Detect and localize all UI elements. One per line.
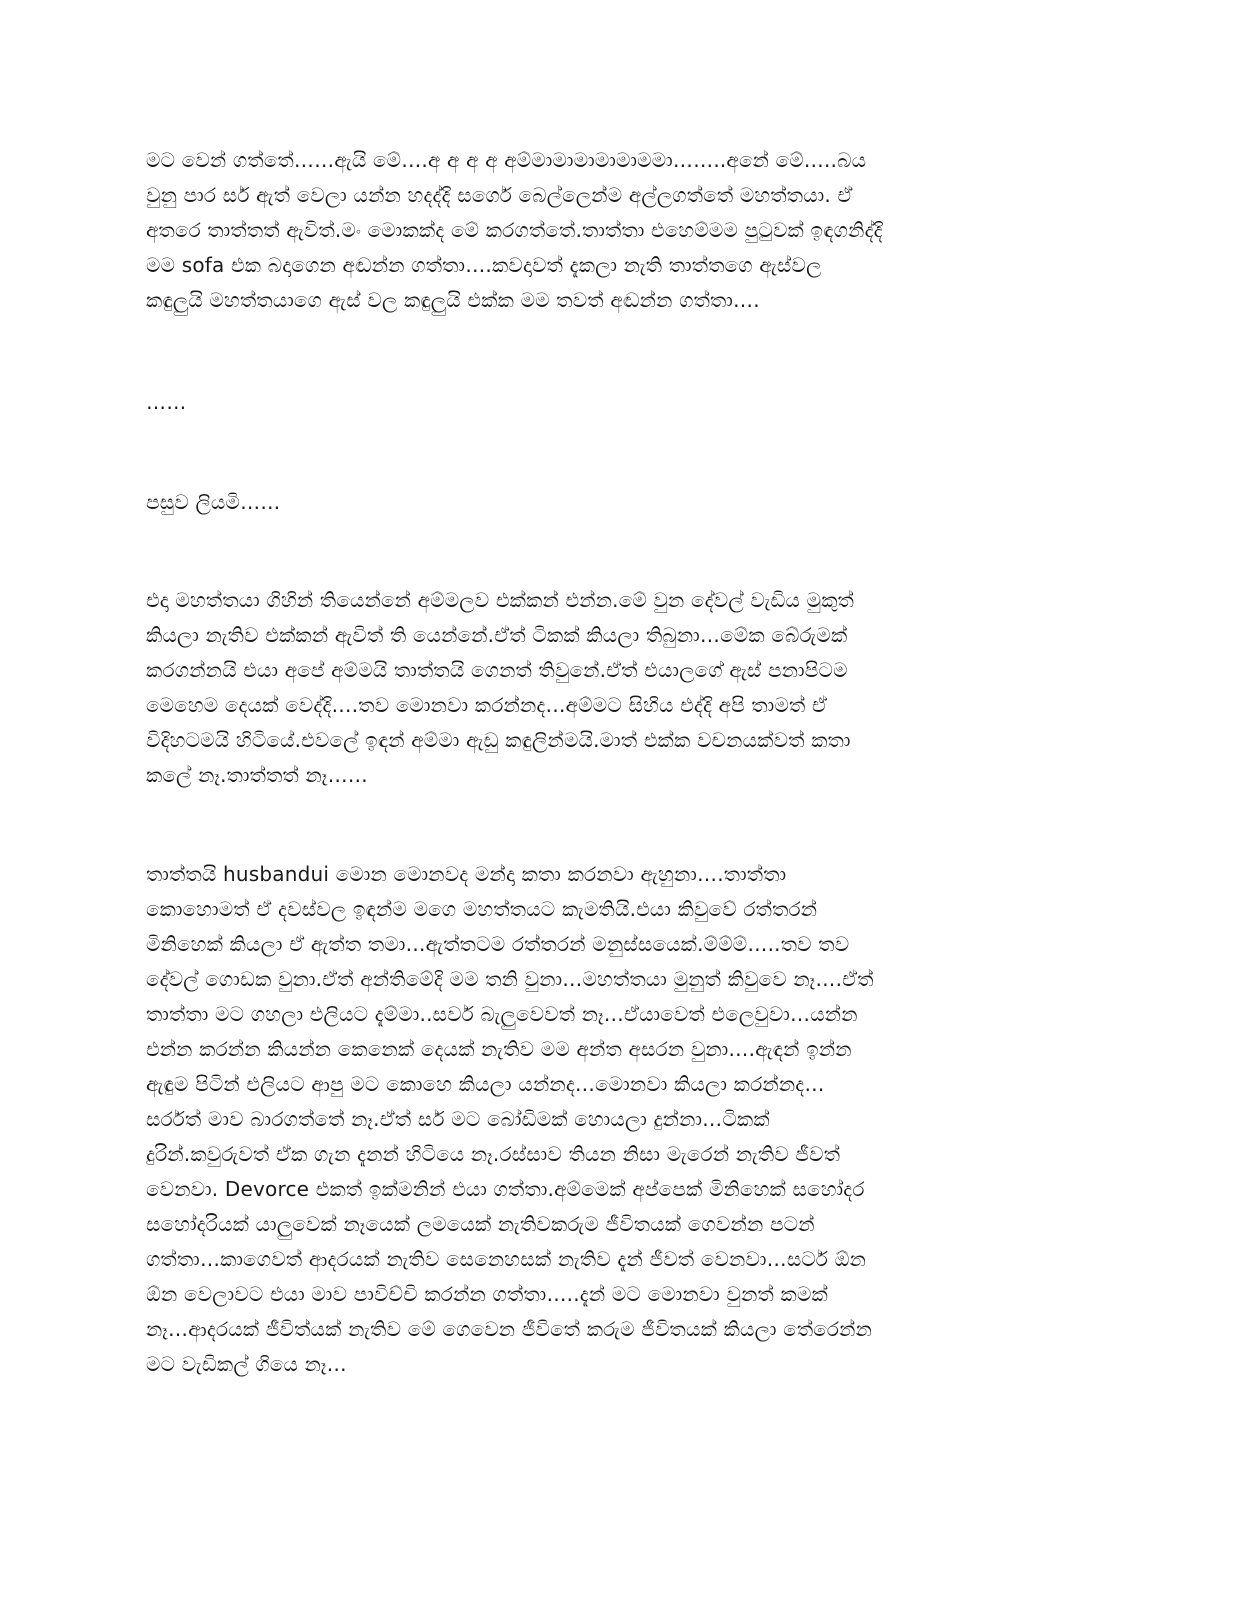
paragraph <box>146 583 1066 793</box>
text-line: මම sofa එක බදාගෙන අඬන්න ගත්තා….කවදාවත් දැකලා නැති තාත්තගෙ ඇස්වල <box>146 253 822 277</box>
text-line: ඇඳුම පිටින් එලියට ආපු මට කොහෙ කියලා යන්නද…මොනවා කියලා කරන්නද… <box>146 1072 825 1096</box>
text-line: කලේ නෑ.තාත්තත් නෑ…… <box>146 763 368 787</box>
text-line: අතරෙ තාත්තත් ඇවිත්.මං මොකක්ද මේ කරගත්තේ.තාත්තා එහෙම්මම පුටුවක් ඉඳගනිද්දි <box>146 218 883 242</box>
text-line: තාත්තයි husbandui මොන මොනවද මන්දා කතා කරනවා ඇහුනා….තාත්තා <box>146 862 787 886</box>
text-line: මිනිහෙක් කියලා ඒ ඇත්ත තමා…ඇත්තටම රත්තරන් මනුස්සයෙක්.ම්ම්ම්…..තව තව <box>146 932 850 956</box>
text-line: තාත්තා මට ගහලා එලියට දැම්මා..සර්ව බැලුවෙවත් නෑ…ඒයාවෙත් එලෙවුවා…යන්න <box>146 1002 858 1026</box>
text-line: එන්න කරන්න කියන්න කෙනෙක් දෙයක් නැතිව මම අන්ත අසරන වුනා….ඇඳන් ඉන්න <box>146 1037 852 1061</box>
text-line: …… <box>146 390 187 414</box>
text-line: නෑ…ආදරයක් ජීවිත්යක් නැතිව මේ ගෙවෙන ජීවිතේ කරුම ජීවිතයක් කියලා තේරෙන්න <box>146 1317 873 1341</box>
text-line: වෙනවා. Devorce එකත් ඉක්මනින් එයා ගත්තා.අම්මෙක් අප්පෙක් මිනිහෙක් සහෝදර <box>146 1177 865 1201</box>
text-line: කොහොමත් ඒ දවස්වල ඉඳන්ම මගෙ මහත්තයට කැමතියි.එයා කිවුවේ රත්තරන් <box>146 897 818 921</box>
text-line: දුරින්.කවුරුවත් ඒක ගැන දැනන් හිටියෙ නෑ.රස්සාව තියන නිසා මැරෙන් නැතිව ජීවත් <box>146 1142 841 1166</box>
text-line: ගත්තා…කාගෙවත් ආදරයක් නැතිව සෙනෙහසක් නැතිව දැන් ජීවත් වෙනවා…සර්ට ඕන <box>146 1247 867 1271</box>
text-line: කඳුලුයි මහත්තයාගෙ ඇස් වල කඳුලුයි එක්ක මම තවත් අඬන්න ගත්තා…. <box>146 288 760 312</box>
text-line: විදිහටමයි හිටියේ.එවලේ ඉඳන් අම්මා ඇඩු කඳුලින්මයි.මාත් එක්ක වචනයක්වත් කතා <box>146 728 851 752</box>
text-line: කරගන්නයි එයා අපේ අම්මයි තාත්තයි ගෙනත් තිවුනේ.ඒත් එයාලගේ ඇස් පනාපිටම <box>146 658 848 682</box>
text-line: වුනු පාර සර් ඇත් වෙලා යන්න හදද්දි සර්ගෙ බෙල්ලෙන්ම අල්ලගත්තේ මහත්තයා. ඒ <box>146 183 853 207</box>
text-line: මට වෙන් ගත්තේ……ඇයි මේ….අ අ අ අ අම්මාමාමාමාමාමමා……..අනේ මේ…..බය <box>146 148 867 172</box>
ellipsis-separator <box>146 385 1066 420</box>
text-line: කියලා නැතිව එක්කන් ඇවිත් ති යෙන්නේ.ඒත් ටිකක් කියලා තිබුනා…මේක බේරුමක් <box>146 623 848 647</box>
paragraph <box>146 485 1066 520</box>
paragraph <box>146 857 1066 1382</box>
text-line: පසුව ලියමි…… <box>146 490 281 514</box>
text-line: මට වැඩිකල් ගියෙ නෑ… <box>146 1352 347 1376</box>
text-line: මෙහෙම දෙයක් වෙද්දි….තව මොනවා කරන්නද…අම්මට සිහිය එද්දි අපි තාමත් ඒ <box>146 693 828 717</box>
paragraph <box>146 143 1066 318</box>
text-line: දේවල් ගොඩක වුනා.ඒත් අන්තිමේදි මම තනි වුනා…මහත්තයා මුනුත් කිවුවෙ නෑ….ඒත් <box>146 967 874 991</box>
text-line: සර්රත් මාව බාරගත්තේ නෑ.ඒත් සර් මට බෝඩිමක් හොයලා දුන්නා…ටිකක් <box>146 1107 770 1131</box>
text-line: සහෝදරියක් යාලුවෙක් නෑයෙක් ලමයෙක් නැතිවකරුම ජීවිතයක් ගෙවන්න පටන් <box>146 1212 815 1236</box>
text-line: එදා මහත්තයා ගිහින් තියෙන්නේ අම්මලව එක්කන් එන්න.මේ වුන දේවල් වැඩිය මුකුත් <box>146 588 855 612</box>
text-line: ඕන වෙලාවට එයා මාව පාවිච්චි කරන්න ගත්තා…..දැන් මට මොනවා වුනත් කමක් <box>146 1282 828 1306</box>
